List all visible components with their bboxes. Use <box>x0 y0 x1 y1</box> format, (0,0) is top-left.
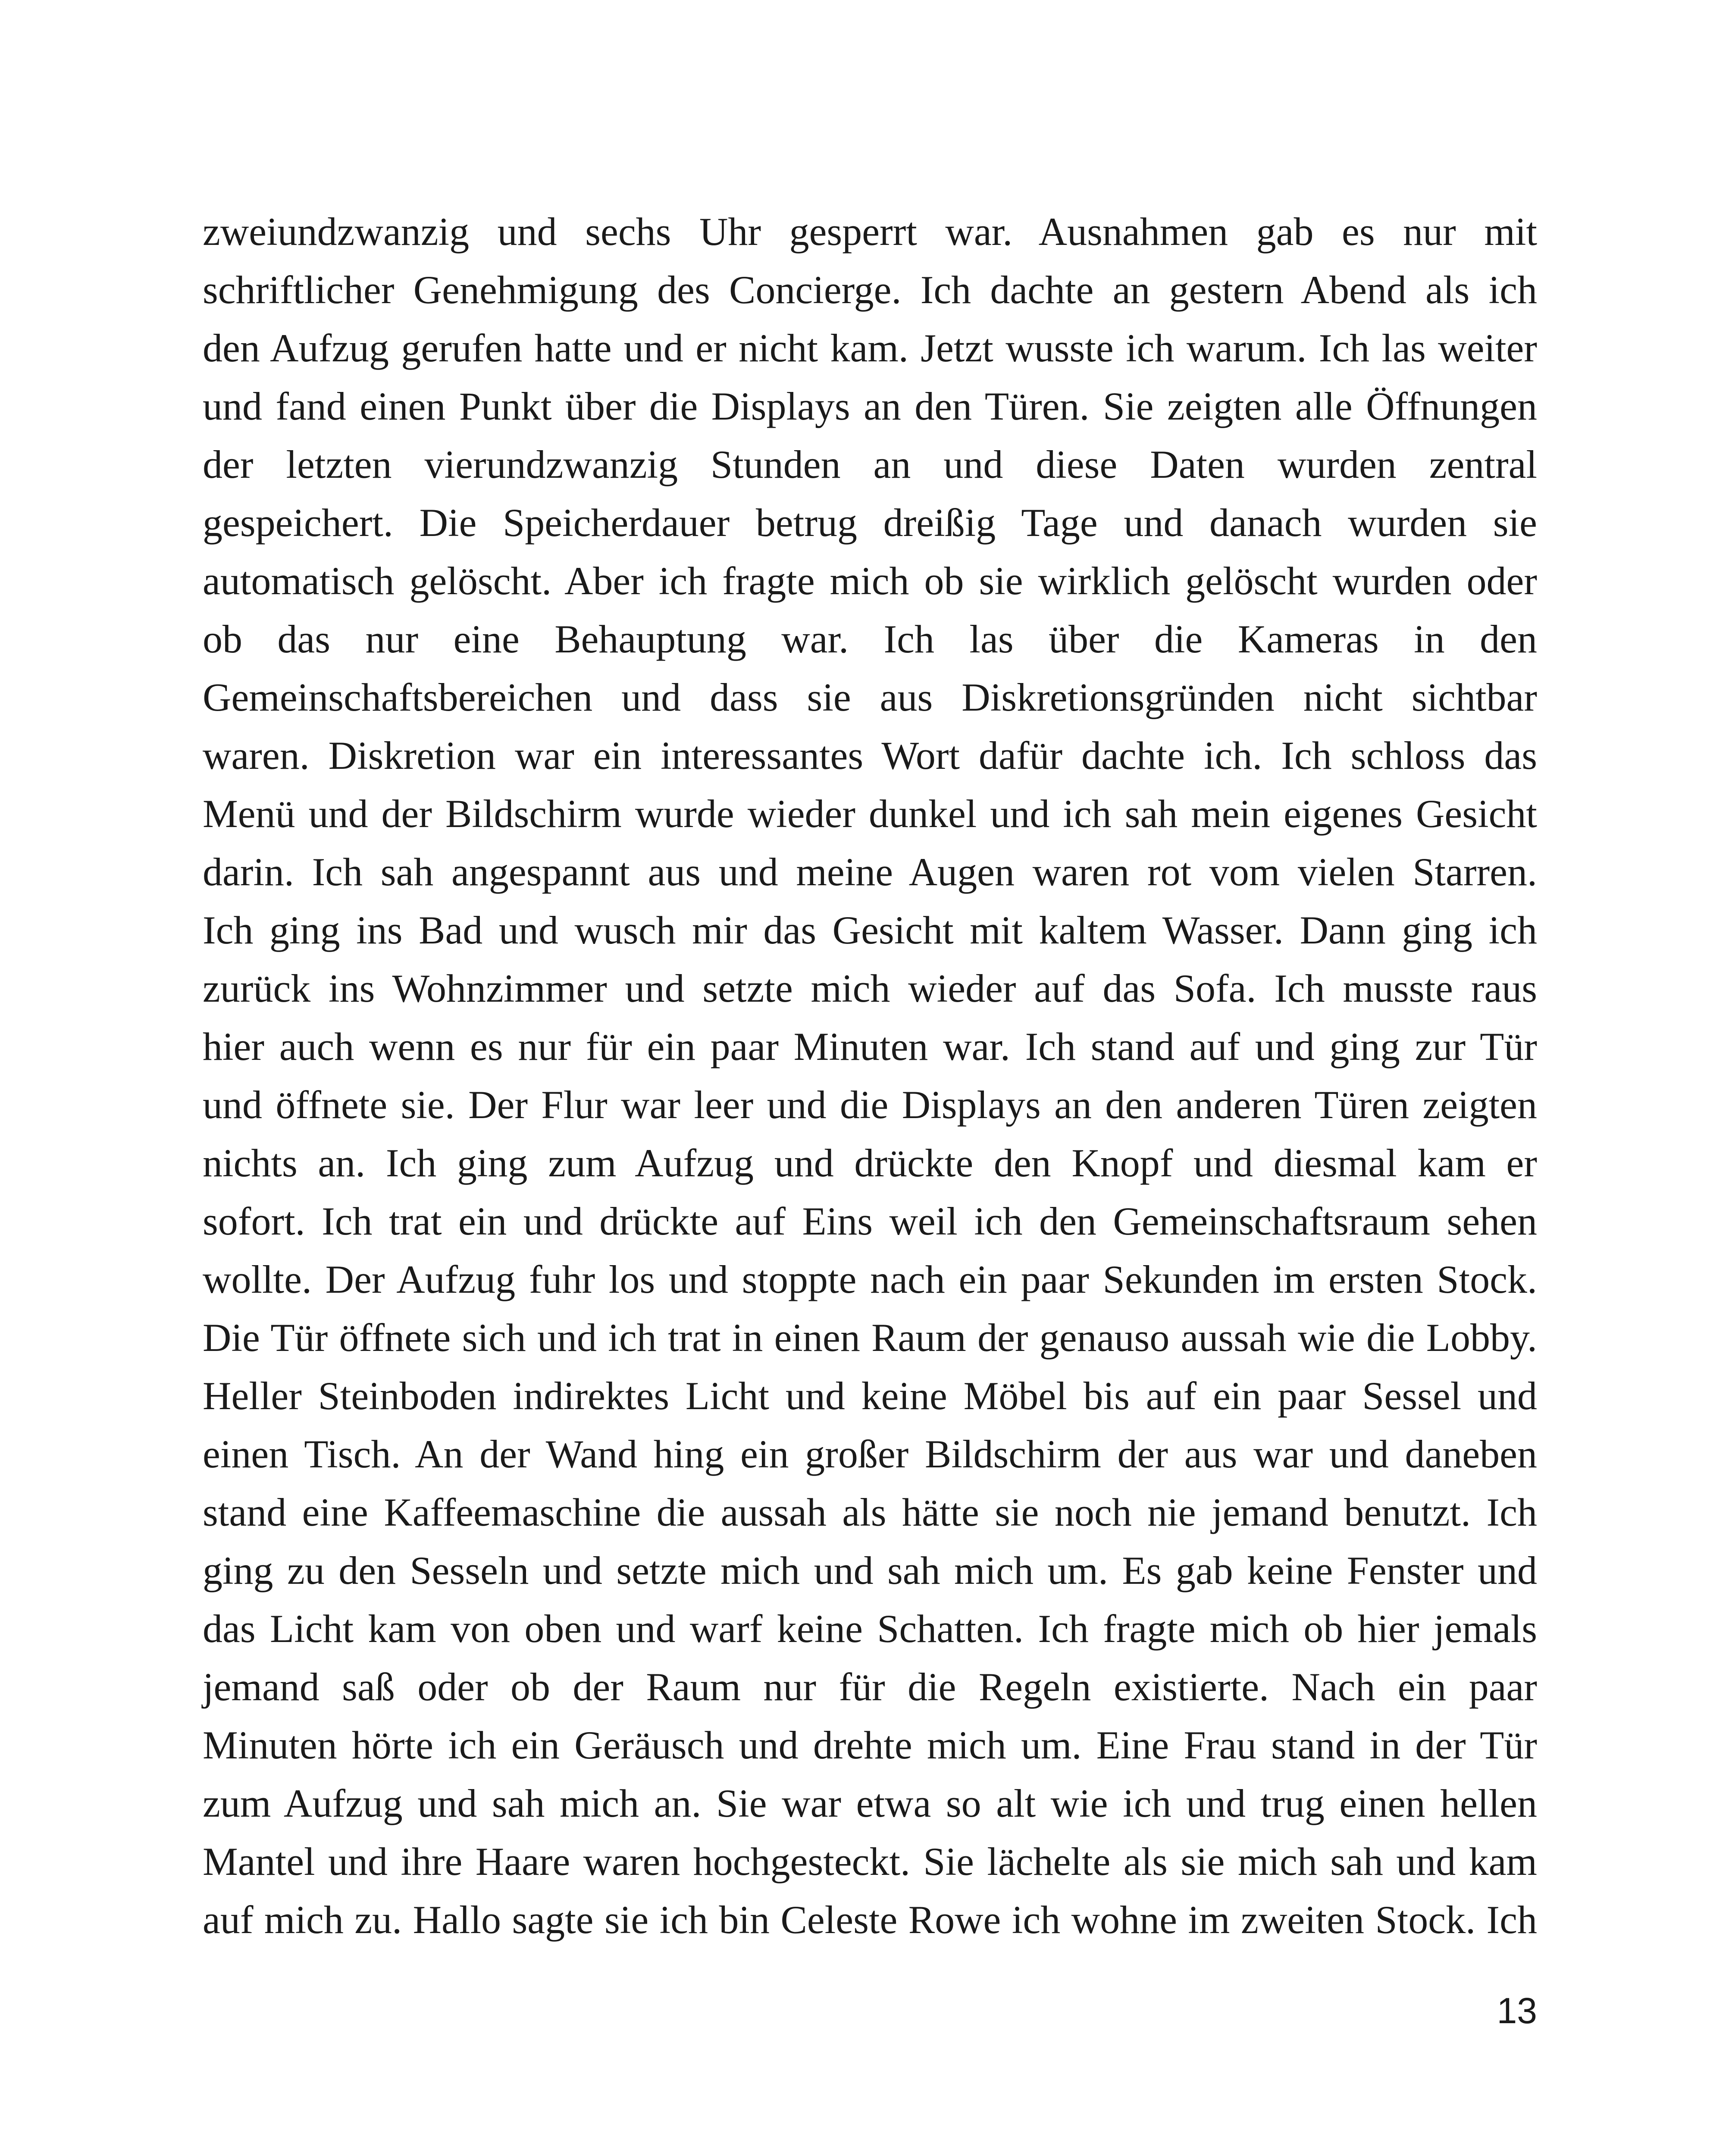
text-line: Menü und der Bildschirm wurde wieder dunkel und ich sah mein eigenes Gesicht <box>203 792 1537 836</box>
text-line: Heller Steinboden indirektes Licht und keine Möbel bis auf ein paar Sessel und <box>203 1374 1537 1418</box>
text-line: ging zu den Sesseln und setzte mich und sah mich um. Es gab keine Fenster und <box>203 1548 1537 1592</box>
text-line: und öffnete sie. Der Flur war leer und die Displays an den anderen Türen zeigten <box>203 1083 1537 1127</box>
text-line: stand eine Kaffeemaschine die aussah als hätte sie noch nie jemand benutzt. Ich <box>203 1490 1537 1534</box>
text-line: ob das nur eine Behauptung war. Ich las über die Kameras in den <box>203 617 1537 661</box>
text-line: Gemeinschaftsbereichen und dass sie aus Diskretionsgründen nicht sichtbar <box>203 675 1537 719</box>
text-line: waren. Diskretion war ein interessantes Wort dafür dachte ich. Ich schloss das <box>203 733 1537 777</box>
text-line: hier auch wenn es nur für ein paar Minuten war. Ich stand auf und ging zur Tür <box>203 1025 1537 1069</box>
text-line: automatisch gelöscht. Aber ich fragte mich ob sie wirklich gelöscht wurden oder <box>203 559 1537 603</box>
text-line: zweiundzwanzig und sechs Uhr gesperrt war. Ausnahmen gab es nur mit <box>203 210 1537 254</box>
text-line: Minuten hörte ich ein Geräusch und drehte mich um. Eine Frau stand in der Tür <box>203 1723 1537 1767</box>
text-line: jemand saß oder ob der Raum nur für die Regeln existierte. Nach ein paar <box>203 1665 1537 1709</box>
text-line: nichts an. Ich ging zum Aufzug und drückte den Knopf und diesmal kam er <box>203 1141 1537 1185</box>
page-number: 13 <box>1497 1990 1537 2031</box>
text-line: auf mich zu. Hallo sagte sie ich bin Celeste Rowe ich wohne im zweiten Stock. Ich <box>203 1898 1537 1942</box>
text-line: darin. Ich sah angespannt aus und meine Augen waren rot vom vielen Starren. <box>203 850 1537 894</box>
text-line: sofort. Ich trat ein und drückte auf Eins weil ich den Gemeinschaftsraum sehen <box>203 1199 1537 1243</box>
text-line: gespeichert. Die Speicherdauer betrug dreißig Tage und danach wurden sie <box>203 501 1537 545</box>
text-line: den Aufzug gerufen hatte und er nicht kam. Jetzt wusste ich warum. Ich las weiter <box>203 326 1537 370</box>
text-line: Ich ging ins Bad und wusch mir das Gesicht mit kaltem Wasser. Dann ging ich <box>203 908 1537 952</box>
text-line: und fand einen Punkt über die Displays an den Türen. Sie zeigten alle Öffnungen <box>203 384 1537 428</box>
text-line: zurück ins Wohnzimmer und setzte mich wieder auf das Sofa. Ich musste raus <box>203 966 1537 1010</box>
text-line: Mantel und ihre Haare waren hochgesteckt. Sie lächelte als sie mich sah und kam <box>203 1839 1537 1883</box>
text-line: einen Tisch. An der Wand hing ein großer Bildschirm der aus war und daneben <box>203 1432 1537 1476</box>
text-line: das Licht kam von oben und warf keine Schatten. Ich fragte mich ob hier jemals <box>203 1607 1537 1651</box>
text-line: Die Tür öffnete sich und ich trat in einen Raum der genauso aussah wie die Lobby. <box>203 1316 1537 1360</box>
text-line: schriftlicher Genehmigung des Concierge. Ich dachte an gestern Abend als ich <box>203 268 1537 312</box>
text-line: der letzten vierundzwanzig Stunden an und diese Daten wurden zentral <box>203 442 1537 486</box>
text-line: wollte. Der Aufzug fuhr los und stoppte nach ein paar Sekunden im ersten Stock. <box>203 1257 1537 1301</box>
body-text <box>203 203 1537 1949</box>
text-line: zum Aufzug und sah mich an. Sie war etwa so alt wie ich und trug einen hellen <box>203 1781 1537 1825</box>
